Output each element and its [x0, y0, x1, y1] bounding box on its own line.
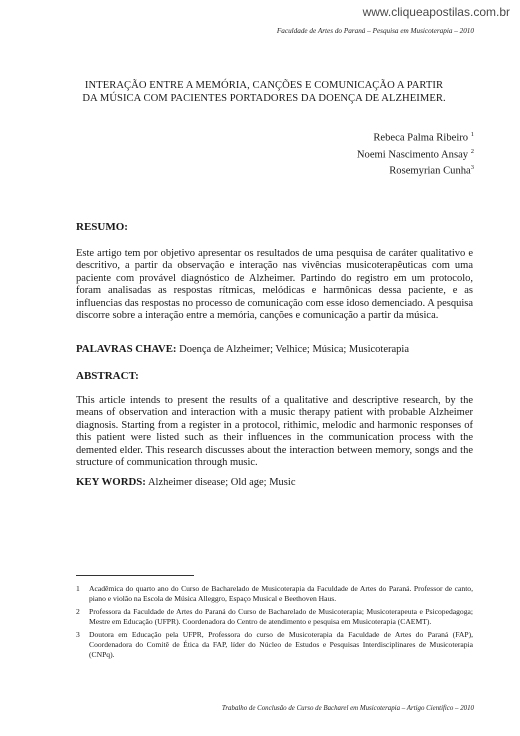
footnote-1 [76, 584, 473, 604]
footnote-number: 1 [76, 584, 80, 593]
resumo-text: Este artigo tem por objetivo apresentar os resultados de uma pesquisa de caráter qualitativo e descritivo, a partir da observação e interação nas vivências musicoterapêuticas com uma paciente com provável diagnóstico de Alzheimer. Partindo do registro em um protocolo, foram analisadas as respostas rítmicas, melódicas e harmônicas dessa paciente, e as influencias das respostas no processo de comunicação com esse idoso demenciado. A pesquisa discorre sobre a interação entre a memória, canções e comunicação a partir da música. [76, 248, 473, 322]
footnote-separator [76, 575, 194, 576]
author-name: Rosemyrian Cunha [389, 165, 471, 177]
palavras-chave [76, 343, 476, 355]
author-name: Noemi Nascimento Ansay [356, 149, 469, 161]
title-line-2: DA MÚSICA COM PACIENTES PORTADORES DA DOENÇA DE ALZHEIMER. [82, 93, 446, 104]
running-foot: Trabalho de Conclusão de Curso de Bacharel em Musicoterapia – Artigo Científico – 2010 [221, 705, 474, 712]
author-2 [357, 145, 474, 162]
abstract-heading: ABSTRACT: [76, 370, 139, 382]
footnote-text: Doutora em Educação pela UFPR, Professora do curso de Musicoterapia da Faculdade de Artes do Paraná (FAP), Coordenadora do Comitê de Ética da FAP, líder do Núcleo de Estudos e Pesquisas Interdisciplinares de Musicoterapia (CNPq). [89, 630, 473, 659]
footnote-2 [76, 607, 473, 627]
abstract-text: This article intends to present the results of a qualitative and descriptive research, by the means of observation and interaction with a music therapy patient with probable Alzheimer diagnosis. Starting from a register in a protocol, rithimic, melodic and harmonic responses of this patient were listed such as their influences in the communication process with the demented elder. This research discusses about the interaction between memory, songs and the structure of communication through music. [76, 395, 473, 469]
author-footnote-ref: 1 [470, 131, 474, 138]
footnote-number: 2 [76, 607, 80, 616]
author-name: Rebeca Palma Ribeiro [373, 132, 469, 144]
key-words-text: Alzheimer disease; Old age; Music [147, 477, 296, 488]
watermark-url[interactable]: www.cliqueapostilas.com.br [362, 5, 510, 19]
author-list [357, 128, 474, 178]
paper-title [74, 79, 454, 105]
palavras-chave-label: PALAVRAS CHAVE: [76, 343, 177, 355]
resumo-heading: RESUMO: [76, 221, 128, 233]
footnote-3 [76, 630, 473, 660]
footnote-text: Acadêmica do quarto ano do Curso de Bacharelado de Musicoterapia da Faculdade de Artes do Paraná. Professor de canto, piano e violão na Escola de Música Alleggro, Espaço Musical e Beethoven Haus. [89, 584, 473, 603]
title-line-1: INTERAÇÃO ENTRE A MEMÓRIA, CANÇÕES E COMUNICAÇÃO A PARTIR [84, 80, 444, 91]
footnote-number: 3 [76, 630, 80, 639]
running-head: Faculdade de Artes do Paraná – Pesquisa em Musicoterapia – 2010 [276, 27, 474, 35]
author-3 [357, 161, 474, 178]
author-1 [357, 128, 474, 145]
footnote-text: Professora da Faculdade de Artes do Paraná do Curso de Bacharelado de Musicoterapia; Musicoterapeuta e Psicopedagoga; Mestre em Educação (UFPR). Coordenadora do Centro de atendimento e pesquisa em Musicoterapia (CAEMT). [89, 607, 473, 626]
footnotes [76, 584, 473, 663]
author-footnote-ref: 2 [470, 147, 474, 155]
key-words [76, 476, 476, 488]
key-words-label: KEY WORDS: [76, 476, 146, 488]
palavras-chave-text: Doença de Alzheimer; Velhice; Música; Musicoterapia [179, 344, 409, 355]
author-footnote-ref: 3 [470, 164, 474, 172]
